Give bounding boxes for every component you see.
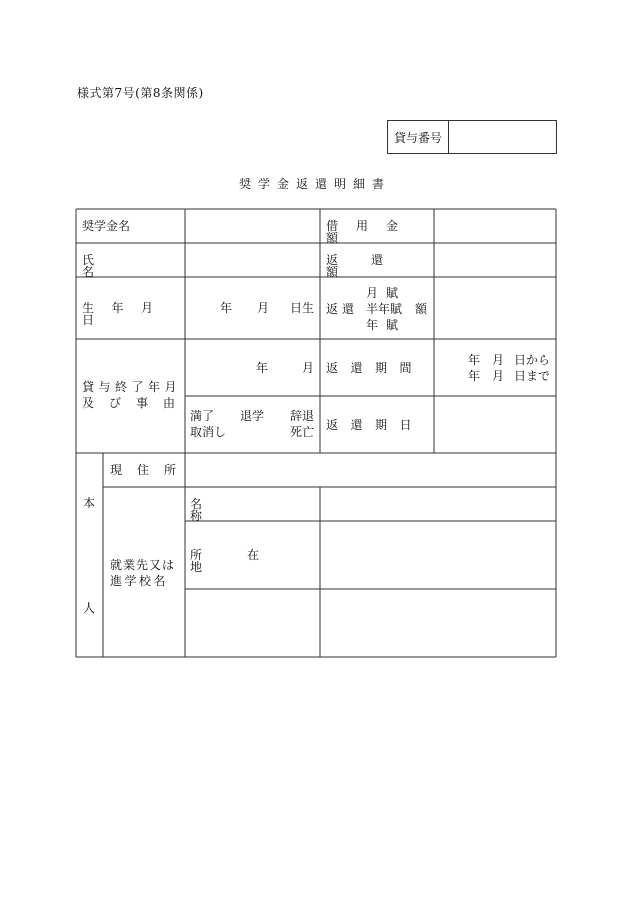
installment-amount-label: 額 xyxy=(415,302,428,316)
period-from-month: 月 xyxy=(492,353,505,367)
period-to-month: 月 xyxy=(492,369,505,383)
loan-end-label-line1: 貸与終了年月 xyxy=(82,380,182,394)
org-name-label: 名称 xyxy=(190,497,303,523)
repayment-date-label: 返還期日 xyxy=(326,418,425,432)
monthly-installment: 月賦 xyxy=(366,286,407,300)
reason-cancelled: 取消し xyxy=(190,425,227,439)
form-number: 様式第7号(第8条関係) xyxy=(77,86,204,100)
current-address-label: 現住所 xyxy=(110,463,192,477)
workplace-label-line1: 就業先又は xyxy=(110,558,176,572)
period-to-year: 年 xyxy=(468,369,481,383)
repayment-amount-field[interactable] xyxy=(435,244,555,276)
end-month-unit: 月 xyxy=(302,361,315,375)
loan-end-label-line2: 及び事由 xyxy=(82,396,191,410)
reason-resigned: 辞退 xyxy=(290,409,315,423)
reason-died: 死亡 xyxy=(290,425,315,439)
location-label: 所在地 xyxy=(190,548,305,574)
loan-number-label: 貸与番号 xyxy=(388,121,449,153)
document-title: 奨学金返還明細書 xyxy=(238,177,391,191)
birth-date-label: 生年月日 xyxy=(82,301,171,327)
installment-repay-label: 返還 xyxy=(326,302,359,316)
repayment-amount-label: 返還額 xyxy=(326,253,417,279)
period-from-year: 年 xyxy=(468,353,481,367)
period-from-day: 日から xyxy=(514,353,551,367)
workplace-label-line2: 進学校名 xyxy=(110,574,169,588)
birth-day-unit: 日生 xyxy=(290,301,315,315)
repayment-date-field[interactable] xyxy=(435,397,555,452)
reason-withdrew: 退学 xyxy=(240,409,265,423)
repayment-period-label: 返還期間 xyxy=(326,361,425,375)
org-name-field[interactable] xyxy=(321,488,555,520)
self-label-bottom: 人 xyxy=(83,601,96,615)
current-address-field[interactable] xyxy=(186,454,555,486)
installment-amount-field[interactable] xyxy=(435,278,555,338)
end-year-unit: 年 xyxy=(256,361,269,375)
name-label: 氏名 xyxy=(82,253,171,279)
birth-year-unit: 年 xyxy=(220,301,233,315)
name-field[interactable] xyxy=(186,244,319,276)
scholarship-name-field[interactable] xyxy=(186,210,319,242)
reason-graduated: 満了 xyxy=(190,409,215,423)
birth-month-unit: 月 xyxy=(257,301,270,315)
annual-installment: 年賦 xyxy=(366,318,407,332)
semiannual-installment: 半年賦 xyxy=(366,302,403,316)
period-to-day: 日まで xyxy=(514,369,551,383)
scholarship-name-label: 奨学金名 xyxy=(82,219,131,233)
location-field[interactable] xyxy=(321,522,555,588)
borrowed-amount-field[interactable] xyxy=(435,210,555,242)
self-label-top: 本 xyxy=(83,496,96,510)
borrowed-amount-label: 借用金額 xyxy=(326,219,417,245)
